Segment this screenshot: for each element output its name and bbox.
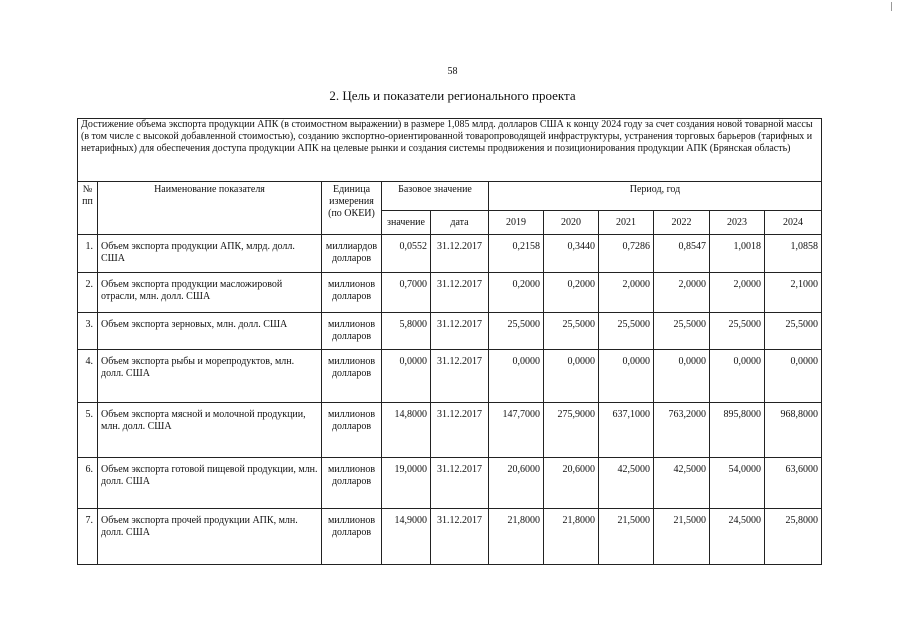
year-value-cell: 2,0000	[599, 273, 654, 313]
table-row	[78, 458, 822, 509]
section-title: 2. Цель и показатели регионального проекта	[329, 88, 576, 103]
base-date-cell: 31.12.2017	[431, 313, 489, 350]
indicators-table	[77, 118, 822, 565]
base-date-cell: 31.12.2017	[431, 403, 489, 458]
base-date-cell: 31.12.2017	[431, 350, 489, 403]
base-value-cell: 14,9000	[382, 509, 431, 565]
header-year: 2020	[544, 211, 599, 235]
table-row	[78, 509, 822, 565]
header-num: № пп	[78, 182, 98, 235]
indicator-rows	[78, 235, 822, 565]
base-value-cell: 0,0552	[382, 235, 431, 273]
year-value-cell: 25,8000	[765, 509, 822, 565]
indicator-name: Объем экспорта продукции АПК, млрд. долл. США	[98, 235, 322, 273]
margin-mark	[891, 2, 892, 11]
year-value-cell: 637,1000	[599, 403, 654, 458]
year-value-cell: 42,5000	[654, 458, 710, 509]
year-value-cell: 2,0000	[654, 273, 710, 313]
year-value-cell: 0,0000	[765, 350, 822, 403]
indicator-name: Объем экспорта мясной и молочной продукции, млн. долл. США	[98, 403, 322, 458]
table-row	[78, 235, 822, 273]
year-value-cell: 763,2000	[654, 403, 710, 458]
year-value-cell: 895,8000	[710, 403, 765, 458]
table-row	[78, 313, 822, 350]
year-value-cell: 0,8547	[654, 235, 710, 273]
row-number: 6.	[78, 458, 98, 509]
header-year: 2024	[765, 211, 822, 235]
indicator-name: Объем экспорта прочей продукции АПК, млн. долл. США	[98, 509, 322, 565]
year-value-cell: 0,2000	[489, 273, 544, 313]
year-value-cell: 0,2158	[489, 235, 544, 273]
year-value-cell: 0,0000	[489, 350, 544, 403]
year-value-cell: 24,5000	[710, 509, 765, 565]
year-value-cell: 25,5000	[765, 313, 822, 350]
indicator-name: Объем экспорта продукции масложировой отрасли, млн. долл. США	[98, 273, 322, 313]
base-value-cell: 0,0000	[382, 350, 431, 403]
year-value-cell: 275,9000	[544, 403, 599, 458]
year-value-cell: 0,3440	[544, 235, 599, 273]
header-year: 2021	[599, 211, 654, 235]
base-date-cell: 31.12.2017	[431, 235, 489, 273]
year-value-cell: 2,1000	[765, 273, 822, 313]
year-value-cell: 25,5000	[599, 313, 654, 350]
year-value-cell: 54,0000	[710, 458, 765, 509]
table-row	[78, 273, 822, 313]
table-row	[78, 350, 822, 403]
header-period: Период, год	[489, 182, 822, 211]
year-value-cell: 21,5000	[599, 509, 654, 565]
year-value-cell: 21,8000	[544, 509, 599, 565]
year-value-cell: 0,7286	[599, 235, 654, 273]
unit-cell: миллионов долларов	[322, 273, 382, 313]
row-number: 5.	[78, 403, 98, 458]
year-value-cell: 20,6000	[489, 458, 544, 509]
header-year: 2022	[654, 211, 710, 235]
goal-row	[78, 119, 822, 182]
row-number: 3.	[78, 313, 98, 350]
base-date-cell: 31.12.2017	[431, 458, 489, 509]
year-value-cell: 21,8000	[489, 509, 544, 565]
header-base: Базовое значение	[382, 182, 489, 211]
year-value-cell: 20,6000	[544, 458, 599, 509]
unit-cell: миллионов долларов	[322, 509, 382, 565]
base-value-cell: 14,8000	[382, 403, 431, 458]
base-date-cell: 31.12.2017	[431, 273, 489, 313]
header-name: Наименование показателя	[98, 182, 322, 235]
year-value-cell: 0,2000	[544, 273, 599, 313]
unit-cell: миллионов долларов	[322, 458, 382, 509]
unit-cell: миллиардов долларов	[322, 235, 382, 273]
year-value-cell: 1,0858	[765, 235, 822, 273]
year-value-cell: 25,5000	[710, 313, 765, 350]
base-value-cell: 19,0000	[382, 458, 431, 509]
unit-cell: миллионов долларов	[322, 403, 382, 458]
year-value-cell: 63,6000	[765, 458, 822, 509]
indicator-name: Объем экспорта рыбы и морепродуктов, млн. долл. США	[98, 350, 322, 403]
base-value-cell: 5,8000	[382, 313, 431, 350]
indicator-name: Объем экспорта готовой пищевой продукции, млн. долл. США	[98, 458, 322, 509]
base-date-cell: 31.12.2017	[431, 509, 489, 565]
year-value-cell: 147,7000	[489, 403, 544, 458]
table-row	[78, 403, 822, 458]
row-number: 2.	[78, 273, 98, 313]
header-base-date: дата	[431, 211, 489, 235]
header-unit: Единица измерения (по ОКЕИ)	[322, 182, 382, 235]
year-value-cell: 0,0000	[654, 350, 710, 403]
year-value-cell: 25,5000	[489, 313, 544, 350]
unit-cell: миллионов долларов	[322, 350, 382, 403]
header-year: 2019	[489, 211, 544, 235]
year-value-cell: 21,5000	[654, 509, 710, 565]
year-value-cell: 25,5000	[544, 313, 599, 350]
header-base-value: значение	[382, 211, 431, 235]
row-number: 1.	[78, 235, 98, 273]
year-value-cell: 0,0000	[544, 350, 599, 403]
header-row-1	[78, 182, 822, 211]
year-value-cell: 0,0000	[599, 350, 654, 403]
year-value-cell: 42,5000	[599, 458, 654, 509]
indicator-name: Объем экспорта зерновых, млн. долл. США	[98, 313, 322, 350]
unit-cell: миллионов долларов	[322, 313, 382, 350]
page-number: 58	[447, 66, 458, 77]
year-value-cell: 968,8000	[765, 403, 822, 458]
row-number: 7.	[78, 509, 98, 565]
year-value-cell: 1,0018	[710, 235, 765, 273]
year-value-cell: 2,0000	[710, 273, 765, 313]
header-year: 2023	[710, 211, 765, 235]
row-number: 4.	[78, 350, 98, 403]
goal-text: Достижение объема экспорта продукции АПК (в стоимостном выражении) в размере 1,085 млрд. долларов США к концу 2024 году за счет создания новой товарной массы (в том числе с высокой добавленной стоимостью), созданию экспортно-ориентированной товаропроводящей инфраструктуры, устранения торговых барьеров (тарифных и нетарифных) для обеспечения доступа продукции АПК на целевые рынки и создания системы продвижения и позиционирования продукции АПК (Брянская область)	[78, 119, 822, 182]
year-value-cell: 25,5000	[654, 313, 710, 350]
year-value-cell: 0,0000	[710, 350, 765, 403]
base-value-cell: 0,7000	[382, 273, 431, 313]
